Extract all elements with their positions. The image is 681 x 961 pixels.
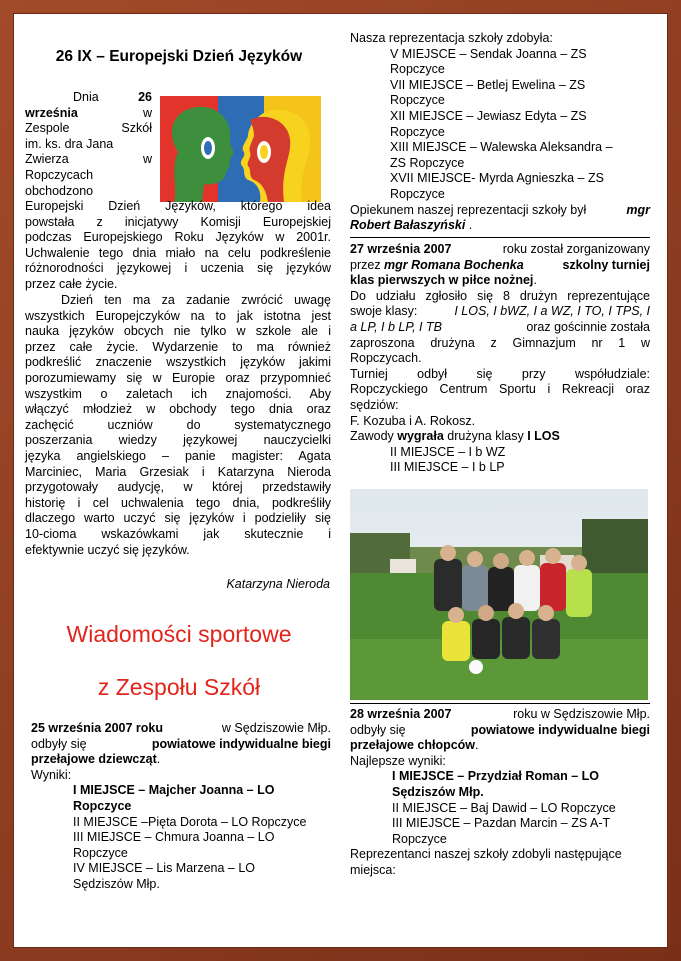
- result-line: XVII MIEJSCE- Myrda Agnieszka – ZS: [390, 171, 604, 186]
- text-line: 10-cioma wskazówkami jak skutecznie i: [25, 526, 331, 541]
- result-line: III MIEJSCE – Chmura Joanna – LO: [73, 830, 275, 845]
- text-line: poszerzania wiedzy językowej nauczycielki: [25, 433, 331, 448]
- result-line: Ropczyce: [392, 831, 447, 846]
- result-line: Ropczyce: [390, 93, 445, 108]
- text-line: nauka języków obcych nie tylko w szkole ale i: [25, 324, 331, 339]
- result-line: Ropczyce: [73, 845, 128, 860]
- text-line: języka angielskiego – panie magister: Agata: [25, 448, 331, 463]
- coach-name: Robert Bałaszyński: [350, 218, 466, 233]
- text-line: podczas Europejskiego Roku Języków w 2001r.: [25, 230, 331, 245]
- team-intro: Nasza reprezentacja szkoły zdobyła:: [350, 31, 553, 45]
- results-label: Wyniki:: [31, 767, 72, 782]
- text-line: efektywnie uczyć się języków.: [25, 542, 190, 557]
- event-date: 25 września 2007 roku: [31, 721, 164, 735]
- text-fragment: w Sędziszowie Młp.: [221, 721, 331, 735]
- result-line: V MIEJSCE – Sendak Joanna – ZS: [390, 46, 587, 61]
- text-line: historię i cel uchwalenia tego dnia, podkreśliły: [25, 495, 331, 510]
- text-line: przygotowały audycję, w której przedstawiły: [25, 480, 331, 495]
- event-date: 27 września 2007: [350, 242, 452, 256]
- text-fragment: Opiekunem naszej reprezentacji szkoły był: [350, 202, 587, 217]
- result-line: II MIEJSCE – I b WZ: [390, 444, 506, 459]
- result-line: III MIEJSCE – I b LP: [390, 460, 505, 475]
- text-line: Turniej odbył się przy współudziale:: [350, 366, 650, 381]
- intro-word: w: [142, 105, 152, 120]
- result-line: II MIEJSCE –Pięta Dorota – LO Ropczyce: [73, 814, 307, 829]
- intro-word: Szkół: [121, 121, 152, 136]
- article-author: Katarzyna Nieroda: [226, 577, 330, 591]
- text-fragment: roku został zorganizowany: [502, 242, 650, 256]
- text-fragment: przez: [350, 257, 385, 272]
- result-line: Sędziszów Młp.: [73, 876, 160, 891]
- result-line: I MIEJSCE – Majcher Joanna – LO: [73, 783, 275, 798]
- sport-section-title: Wiadomości sportowe: [66, 621, 292, 647]
- class-list: I LOS, I bWZ, I a WZ, I TO, I TPS, I: [454, 304, 650, 319]
- text-line: Europejski Dzień Języków, którego idea: [25, 199, 331, 213]
- text-line: F. Kozuba i A. Rokosz.: [350, 413, 476, 428]
- text-line: zaproszona drużyna z Gimnazjum nr 1 w: [350, 335, 650, 350]
- text-line: Reprezentanci naszej szkoły zdobyli następujące: [350, 847, 622, 862]
- girls-run-section: [31, 721, 331, 893]
- text-fragment: mgr: [626, 202, 650, 217]
- team-results-section: [350, 31, 650, 234]
- text-line: wszystkich Europejczyków na to jak istotna jest: [25, 308, 331, 323]
- text-line: dlaczego warto uczyć się języków i podzieliły się: [25, 511, 331, 526]
- text-fragment: drużyna klasy: [443, 429, 528, 444]
- sport-section-subtitle: z Zespołu Szkół: [97, 674, 261, 700]
- text-fragment: odbyły się: [31, 736, 87, 751]
- text-line: miejsca:: [350, 862, 396, 877]
- event-name: przełajowe chłopców: [350, 738, 476, 753]
- text-line: Do udziału zgłosiło się 8 drużyn reprezentujące: [350, 288, 650, 303]
- text-line: Uchwalenie tego dnia miało na celu podkreślenie: [25, 245, 331, 260]
- event-name: przełajowe dziewcząt: [31, 752, 157, 767]
- text-fragment: oraz gościnnie została: [526, 319, 650, 334]
- article-title: 26 IX – Europejski Dzień Języków: [55, 48, 303, 65]
- text-fragment: .: [475, 738, 479, 753]
- text-line: włączyć młodzież w obchody tego dnia oraz: [25, 402, 331, 417]
- event-name: klas pierwszych w piłce nożnej: [350, 273, 534, 288]
- result-line: Ropczyce: [390, 62, 445, 77]
- result-line: ZS Ropczyce: [390, 155, 465, 170]
- text-fragment: roku w Sędziszowie Młp.: [513, 707, 650, 721]
- text-line: podkreślić znaczenie wszystkich języków jakimi: [25, 355, 331, 370]
- football-team-photo: [350, 489, 648, 700]
- result-line: XII MIEJSCE – Jewiasz Edyta – ZS: [390, 108, 587, 123]
- results-label: Najlepsze wyniki:: [350, 753, 446, 768]
- intro-word: Dnia: [73, 90, 99, 104]
- result-line: II MIEJSCE – Baj Dawid – LO Ropczyce: [392, 800, 616, 815]
- intro-word: Zwierza: [25, 152, 69, 167]
- result-line: III MIEJSCE – Pazdan Marcin – ZS A-T: [392, 816, 611, 831]
- result-line: Ropczyce: [73, 798, 132, 813]
- intro-column: [25, 90, 152, 199]
- boys-run-section: [350, 707, 650, 879]
- result-line: IV MIEJSCE – Lis Marzena – LO: [73, 861, 256, 876]
- intro-word: września: [25, 105, 78, 120]
- text-line: sędziów:: [350, 397, 399, 412]
- event-name: powiatowe indywidualne biegi: [151, 736, 331, 751]
- text-fragment: wygrała: [397, 429, 444, 444]
- intro-word: im. ks. dra Jana: [25, 136, 114, 151]
- result-line: VII MIEJSCE – Betlej Ewelina – ZS: [390, 77, 586, 92]
- intro-word: obchodzono: [25, 183, 94, 198]
- text-fragment: .: [465, 218, 473, 233]
- result-line: Ropczyce: [390, 186, 445, 201]
- text-fragment: .: [156, 752, 161, 767]
- section-divider: [350, 703, 650, 704]
- text-line: porozumiewamy się w Europie oraz przypomnieć: [25, 370, 331, 385]
- text-line: przez całe życie.: [25, 276, 118, 291]
- document-page: [13, 13, 668, 948]
- organizer-name: mgr Romana Bochenka: [384, 257, 524, 272]
- text-line: Marciniec, Maria Grzesiak i Katarzyna Nieroda: [25, 464, 331, 479]
- result-line: Sędziszów Młp.: [392, 784, 484, 799]
- class-list: a LP, I b LP, I TB: [350, 319, 442, 334]
- intro-word: Ropczycach: [25, 167, 94, 182]
- text-fragment: .: [533, 273, 537, 288]
- text-line: Ropczycach.: [350, 351, 422, 366]
- result-line: XIII MIEJSCE – Walewska Aleksandra –: [390, 140, 613, 155]
- result-line: I MIEJSCE – Przydział Roman – LO: [392, 769, 600, 784]
- text-line: zachęcić uczniów do systematycznego: [25, 417, 331, 432]
- intro-word: w: [142, 152, 152, 167]
- second-paragraph: [25, 293, 331, 558]
- text-fragment: odbyły się: [350, 722, 406, 737]
- intro-word: 26: [138, 90, 152, 104]
- text-line: wszystkim o zaletach ich znajomości. Aby: [25, 386, 331, 401]
- section-divider: [350, 237, 650, 238]
- text-line: Ropczyckiego Centrum Sportu i Rekreacji oraz: [350, 382, 650, 397]
- event-name: szkolny turniej: [562, 257, 650, 272]
- intro-word: Zespole: [25, 121, 70, 136]
- winner-class: I LOS: [527, 429, 560, 444]
- event-name: powiatowe indywidualne biegi: [470, 722, 650, 737]
- intro-paragraph-rest: [25, 199, 331, 293]
- text-fragment: swoje klasy:: [350, 304, 418, 319]
- text-line: Dzień ten ma za zadanie zwrócić uwagę: [61, 293, 331, 307]
- text-line: powstała z inicjatywy Komisji Europejskiej: [25, 214, 331, 229]
- football-tournament-section: [350, 242, 650, 476]
- event-date: 28 września 2007: [350, 707, 452, 721]
- result-line: Ropczyce: [390, 124, 445, 139]
- european-day-of-languages-logo: [156, 90, 324, 208]
- text-line: przez całe życie. Wydarzenie to ma również: [25, 339, 331, 354]
- text-line: różnorodności językowej i uczenia się języków: [25, 261, 331, 276]
- text-fragment: Zawody: [350, 429, 398, 444]
